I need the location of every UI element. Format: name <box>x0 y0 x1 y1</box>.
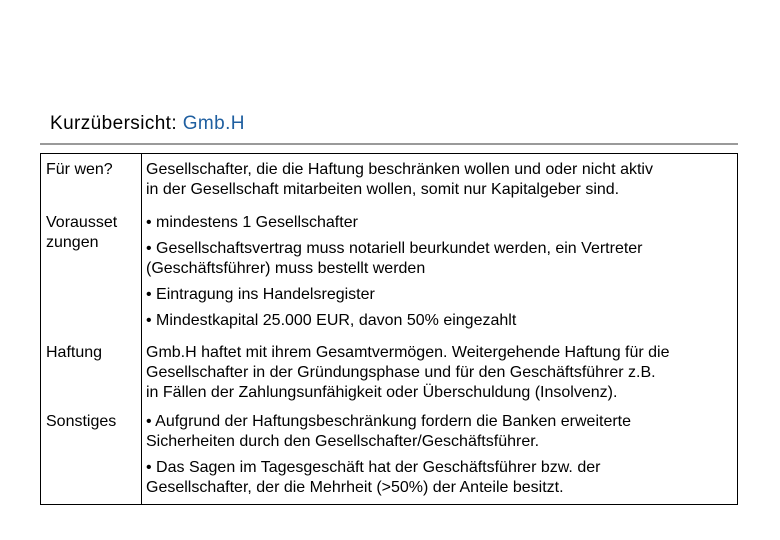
row-label-sonstiges <box>46 412 116 432</box>
text-line: (Geschäftsführer) muss bestellt werden <box>146 260 426 277</box>
label-line: Sonstiges <box>46 413 117 430</box>
bullet-line: • Gesellschaftsvertrag muss notariell beurkundet werden, ein Vertreter <box>146 240 643 257</box>
label-line: Vorausset <box>46 214 118 231</box>
bullet-line: • Eintragung ins Handelsregister <box>146 286 375 303</box>
bullet-line: • Aufgrund der Haftungsbeschränkung fordern die Banken erweiterte <box>146 413 632 430</box>
row-label-fuer-wen <box>46 160 113 180</box>
row-label-voraussetzungen <box>46 213 117 253</box>
page-title <box>50 113 245 135</box>
text-line: Sicherheiten durch den Gesellschafter/Geschäftsführer. <box>146 433 540 450</box>
text-line: in Fällen der Zahlungsunfähigkeit oder Überschuldung (Insolvenz). <box>146 384 618 401</box>
column-divider <box>141 154 142 504</box>
text-line: in der Gesellschaft mitarbeiten wollen, somit nur Kapitalgeber sind. <box>146 181 620 198</box>
text-line: Gesellschafter in der Gründungsphase und für den Geschäftsführer z.B. <box>146 364 656 381</box>
title-prefix: Kurzübersicht: <box>50 113 183 134</box>
title-divider <box>40 143 738 145</box>
label-line: Für wen? <box>46 161 113 178</box>
text-line: Gesellschafter, die die Haftung beschränken wollen und oder nicht aktiv <box>146 161 653 178</box>
row-value-voraussetzungen <box>146 213 643 331</box>
title-accent: Gmb.H <box>182 113 245 134</box>
label-line: Haftung <box>46 344 103 361</box>
bullet-line: • Das Sagen im Tagesgeschäft hat der Geschäftsführer bzw. der <box>146 459 601 476</box>
text-line: Gmb.H haftet mit ihrem Gesamtvermögen. Weitergehende Haftung für die <box>146 344 670 361</box>
label-line: zungen <box>46 234 99 251</box>
row-value-haftung <box>146 343 670 403</box>
row-label-haftung <box>46 343 102 363</box>
bullet-line: • Mindestkapital 25.000 EUR, davon 50% eingezahlt <box>146 312 517 329</box>
overview-table <box>40 153 738 505</box>
text-line: Gesellschafter, der die Mehrheit (>50%) der Anteile besitzt. <box>146 479 564 496</box>
row-value-sonstiges <box>146 412 631 498</box>
bullet-line: • mindestens 1 Gesellschafter <box>146 214 358 231</box>
row-value-fuer-wen <box>146 160 653 200</box>
